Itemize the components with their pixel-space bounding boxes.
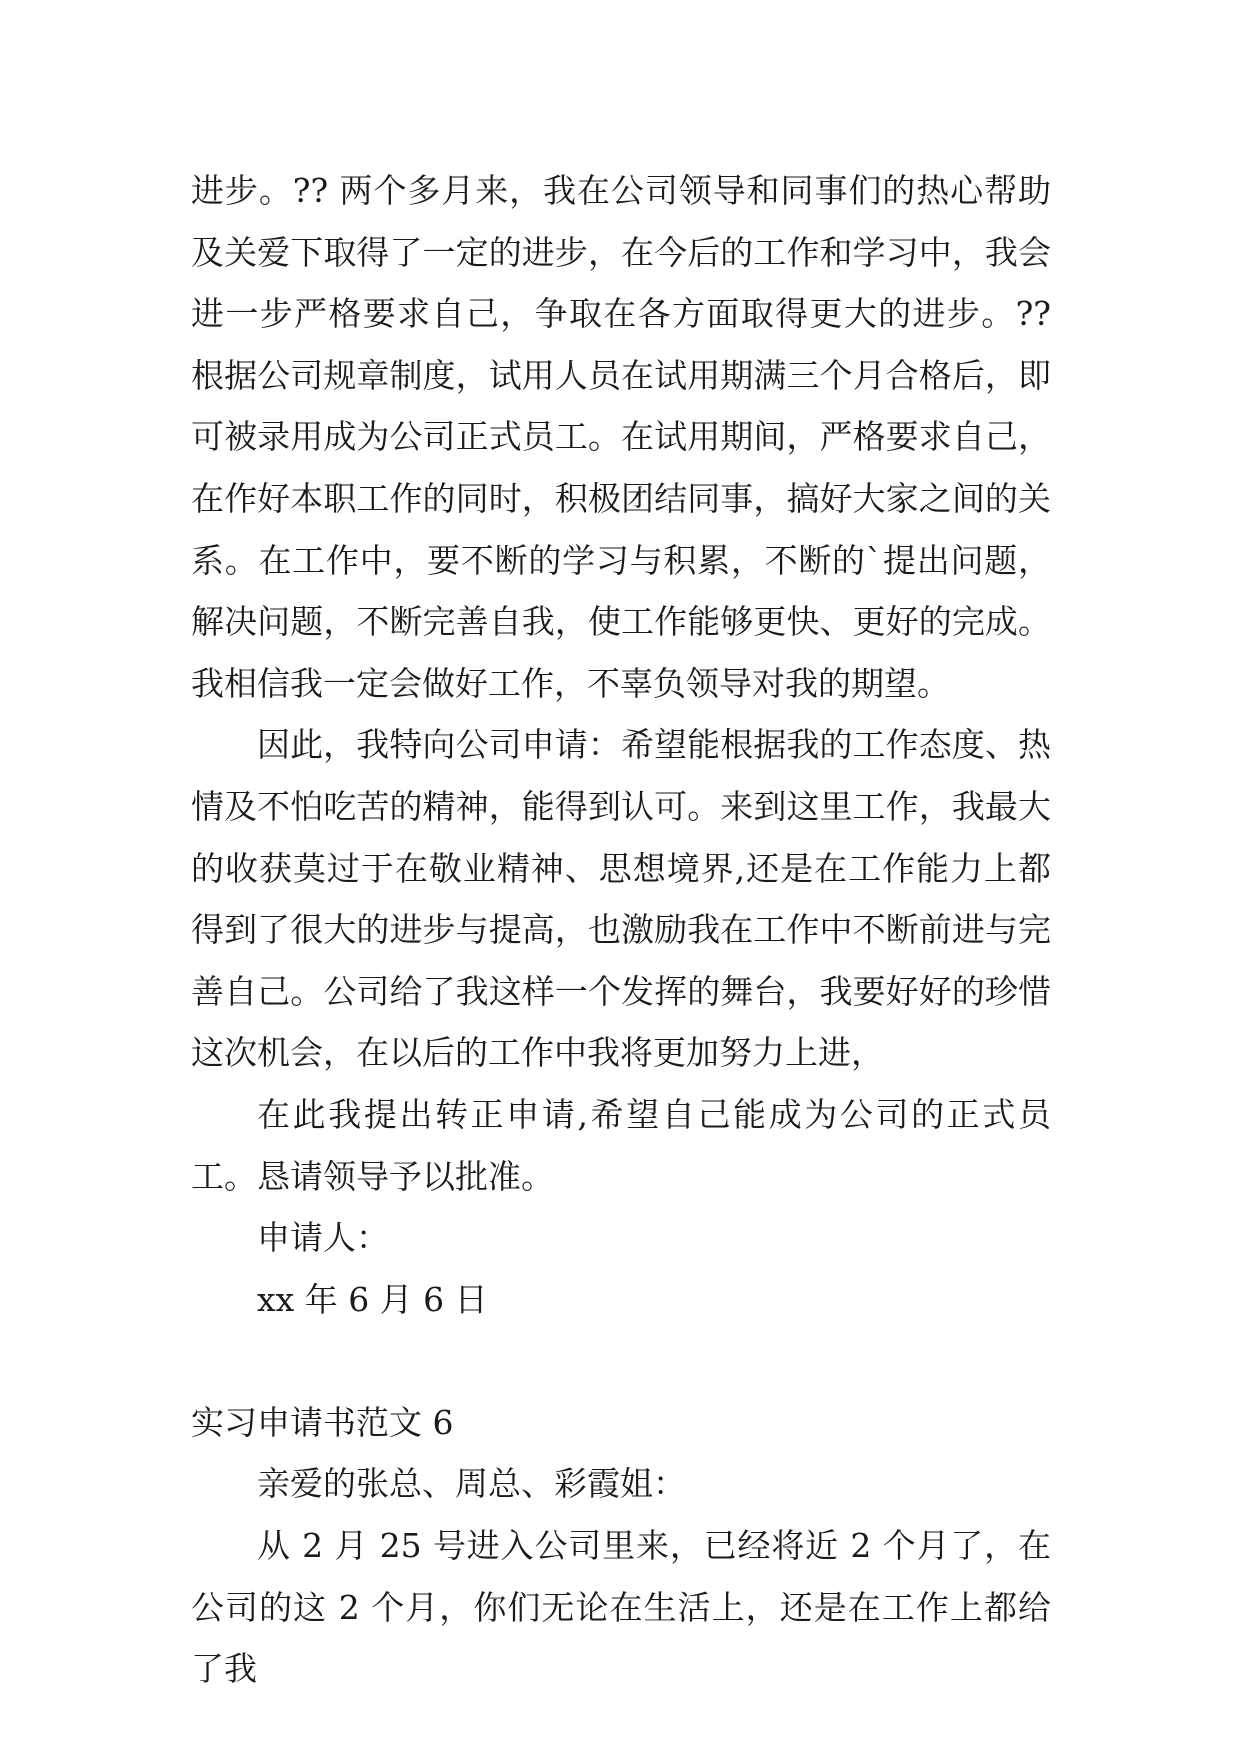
- body-paragraph-3: 在此我提出转正申请,希望自己能成为公司的正式员工。恳请领导予以批准。: [191, 1094, 1051, 1196]
- body-paragraph-2: 因此，我特向公司申请：希望能根据我的工作态度、热情及不怕吃苦的精神，能得到认可。来到这里工作，我最大的收获莫过于在敬业精神、思想境界,还是在工作能力上都得到了很大的进步与提高，也激励我在工作中不断前进与完善自己。公司给了我这样一个发挥的舞台，我要好好的珍惜这次机会，在以后的工作中我将更加努力上进，: [191, 725, 1051, 1073]
- section-title: 实习申请书范文 6: [191, 1402, 454, 1442]
- date-line: xx 年 6 月 6 日: [257, 1279, 488, 1319]
- salutation: 亲爱的张总、周总、彩霞姐：: [257, 1464, 686, 1504]
- applicant-line: 申请人：: [257, 1218, 389, 1258]
- document-body: [191, 160, 1051, 1700]
- section-paragraph-1: 从 2 月 25 号进入公司里来，已经将近 2 个月了，在公司的这 2 个月，你们无论在生活上，还是在工作上都给了我: [191, 1526, 1051, 1689]
- body-paragraph-1: 进步。?? 两个多月来，我在公司领导和同事们的热心帮助及关爱下取得了一定的进步，在今后的工作和学习中，我会进一步严格要求自己，争取在各方面取得更大的进步。??根据公司规章制度，试用人员在试用期满三个月合格后，即可被录用成为公司正式员工。在试用期间，严格要求自己，在作好本职工作的同时，积极团结同事，搞好大家之间的关系。在工作中，要不断的学习与积累，不断的`提出问题，解决问题，不断完善自我，使工作能够更快、更好的完成。我相信我一定会做好工作，不辜负领导对我的期望。: [191, 171, 1051, 703]
